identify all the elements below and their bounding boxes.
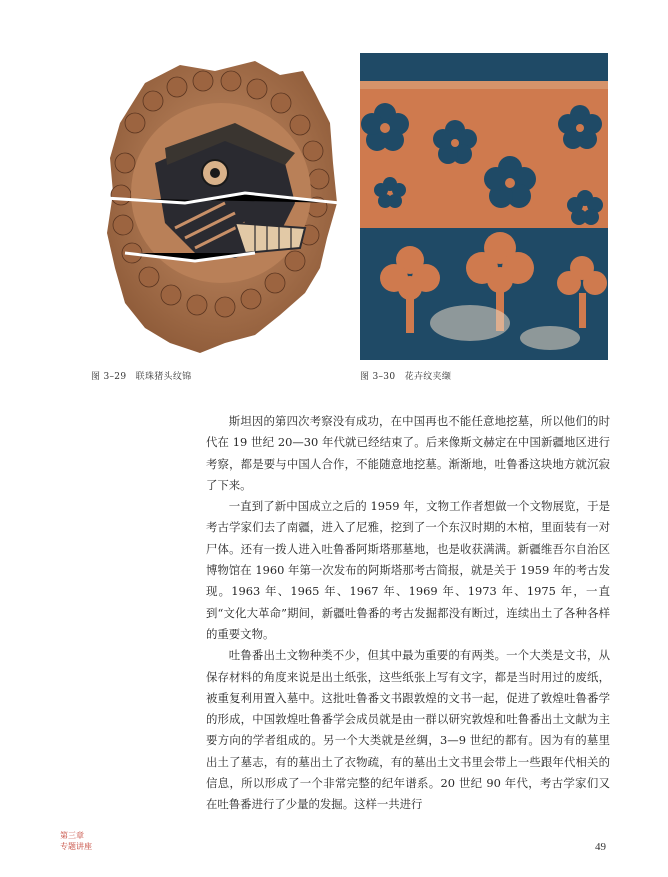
footer-section: 专题讲座 <box>60 842 92 851</box>
clamp-dyed-textile-image <box>360 53 608 360</box>
paragraph: 一直到了新中国成立之后的 1959 年，文物工作者想做一个文物展览，于是考古学家们去了南疆，进入了尼雅，挖到了一个东汉时期的木棺，里面装有一对尸体。还有一拨人进入吐鲁番阿斯塔那墓地，也是收获满满。新疆维吾尔自治区博物馆在 1960 年第一次发布的阿斯塔那考古简报，就是关于 1959 年的考古发现。1963 年、1965 年、1967 年、1969 年、1973 年、1975 年，一直到“文化大革命”期间，新疆吐鲁番的考古发掘都没有断过，连续出土了各种各样的重要文物。 <box>206 499 610 641</box>
paragraph: 斯坦因的第四次考察没有成功，在中国再也不能任意地挖墓，所以他们的时代在 19 世纪 20—30 年代就已经结束了。后来像斯文赫定在中国新疆地区进行考察，都是要与中国人合作，不能随意地挖墓。渐渐地，吐鲁番这块地方就沉寂了下来。 <box>206 414 610 492</box>
paragraph: 吐鲁番出土文物种类不少，但其中最为重要的有两类。一个大类是文书，从保存材料的角度来说是出土纸张，这些纸张上写有文字，都是当时用过的废纸，被重复利用置入墓中。这批吐鲁番文书跟敦煌的文书一起，促进了敦煌吐鲁番学的形成，中国敦煌吐鲁番学会成员就是由一群以研究敦煌和吐鲁番出土文献为主要方向的学者组成的。另一个大类就是丝绸，3—9 世纪的都有。因为有的墓里出土了墓志，有的墓出土了衣物疏，有的墓出土文书里会带上一些跟年代相关的信息，所以形成了一个非常完整的纪年谱系。20 世纪 90 年代，考古学家们又在吐鲁番进行了少量的发掘。这样一共进行 <box>206 648 610 812</box>
figure-3-29 <box>91 53 340 382</box>
page-number: 49 <box>595 841 606 853</box>
figure-3-30 <box>360 53 608 382</box>
body-text <box>206 411 610 816</box>
footer-chapter: 第三章 <box>60 831 84 840</box>
footer-chapter-label <box>60 830 92 852</box>
figure-caption: 图 3–30 花卉纹夹缬 <box>360 372 452 382</box>
figure-caption: 图 3–29 联珠猪头纹锦 <box>91 372 192 382</box>
brocade-image <box>105 53 340 358</box>
